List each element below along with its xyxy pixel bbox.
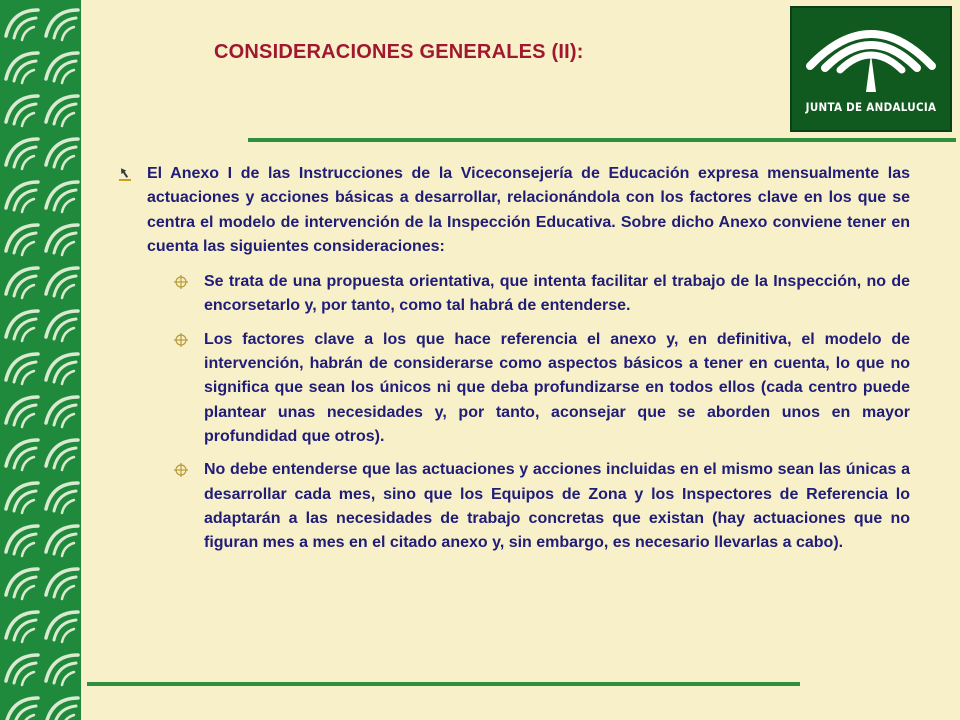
page-title: CONSIDERACIONES GENERALES (II): [214, 41, 584, 63]
slide-content [117, 162, 910, 564]
sub-point-text: No debe entenderse que las actuaciones y acciones incluidas en el mismo sean las únicas a desarrollar cada mes, sino que los Equipos de Zona y los Inspectores de Referencia lo adaptarán a las necesidades de trabajo concretas que existan (hay actuaciones que no figuran mes a mes en el citado anexo y, sin embargo, es necesario llevarlas a cabo). [204, 461, 910, 552]
decorative-sidebar [0, 0, 81, 720]
bottom-divider [87, 682, 800, 686]
arc-pattern-icon [0, 0, 81, 720]
sub-point [174, 328, 910, 449]
main-bullet-point [117, 162, 910, 259]
logo-emblem-icon [792, 10, 950, 100]
top-divider [248, 138, 956, 142]
sub-points-list [117, 270, 910, 555]
sub-point-text: Los factores clave a los que hace referencia el anexo y, en definitiva, el modelo de intervención, habrán de considerarse como aspectos básicos a tener en cuenta, lo que no significa que sean los únicos ni que deba profundizarse en todos ellos (cada centro puede plantear unas necesidades y, por tanto, aconsejar que se aborden unos en mayor profundidad que otros). [204, 330, 910, 445]
arrow-bullet-icon [117, 166, 133, 182]
junta-andalucia-logo [790, 6, 952, 132]
sub-point-text: Se trata de una propuesta orientativa, que intenta facilitar el trabajo de la Inspección, no de encorsetarlo y, por tanto, como tal habrá de entenderse. [204, 273, 910, 315]
crosshair-bullet-icon [174, 275, 188, 289]
main-point-text: El Anexo I de las Instrucciones de la Viceconsejería de Educación expresa mensualmente las actuaciones y acciones básicas a desarrollar, relacionándola con los factores clave en los que se centra el modelo de intervención de la Inspección Educativa. Sobre dicho Anexo conviene tener en cuenta las siguientes consideraciones: [147, 165, 910, 255]
sub-point [174, 458, 910, 555]
crosshair-bullet-icon [174, 463, 188, 477]
sub-point [174, 270, 910, 319]
logo-text: JUNTA DE ANDALUCIA [805, 100, 937, 114]
crosshair-bullet-icon [174, 333, 188, 347]
